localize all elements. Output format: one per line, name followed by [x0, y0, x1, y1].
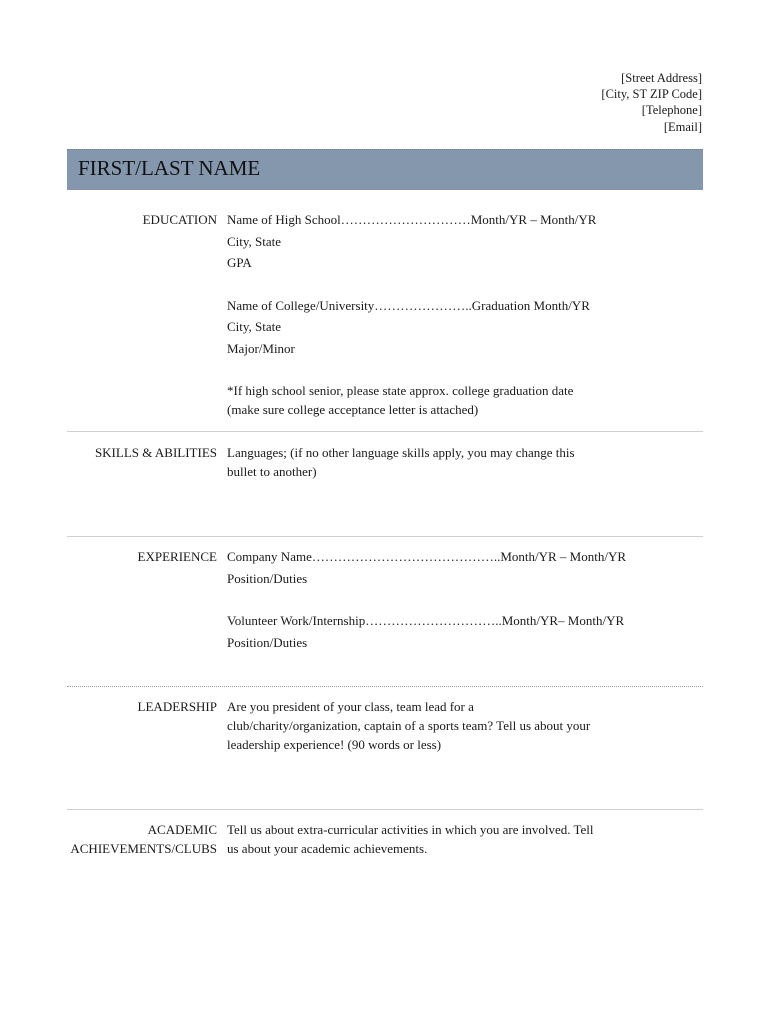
- college-city: City, State: [227, 319, 282, 334]
- name-banner: [67, 149, 703, 190]
- college-major: Major/Minor: [227, 341, 295, 356]
- contact-block: [601, 70, 702, 135]
- company-line: Company Name……………………………………..Month/YR – Month/YR: [227, 549, 627, 564]
- experience-label: EXPERIENCE: [137, 549, 217, 564]
- volunteer-duties: Position/Duties: [227, 635, 308, 650]
- applicant-name: FIRST/LAST NAME: [78, 156, 261, 180]
- section-divider: [67, 431, 703, 432]
- academic-line: Tell us about extra-curricular activities in which you are involved. Tell: [227, 822, 594, 837]
- high-school-line: Name of High School…………………………Month/YR – Month/YR: [227, 212, 597, 227]
- high-school-city: City, State: [227, 234, 282, 249]
- telephone: [Telephone]: [641, 103, 702, 118]
- leadership-line-2: club/charity/organization, captain of a sports team? Tell us about your: [227, 718, 591, 733]
- high-school-gpa: GPA: [227, 255, 252, 270]
- education-note: *If high school senior, please state approx. college graduation date: [227, 383, 574, 398]
- section-divider: [67, 809, 703, 810]
- leadership-label: LEADERSHIP: [137, 699, 217, 714]
- skills-label: SKILLS & ABILITIES: [94, 445, 217, 460]
- leadership-line-3: leadership experience! (90 words or less): [227, 737, 442, 752]
- street-address: [Street Address]: [621, 71, 702, 85]
- email: [Email]: [663, 119, 702, 134]
- city-state-zip: [City, ST ZIP Code]: [601, 87, 702, 102]
- company-duties: Position/Duties: [227, 571, 308, 586]
- section-divider: [67, 686, 703, 687]
- education-note-2: (make sure college acceptance letter is attached): [227, 402, 479, 417]
- education-label: EDUCATION: [142, 212, 217, 227]
- section-divider: [67, 536, 703, 537]
- leadership-line: Are you president of your class, team lead for a: [227, 699, 474, 714]
- skills-line-2: bullet to another): [227, 464, 317, 479]
- academic-label: ACADEMIC: [147, 822, 217, 837]
- academic-line-2: us about your academic achievements.: [227, 841, 428, 856]
- academic-label-2: ACHIEVEMENTS/CLUBS: [70, 841, 217, 856]
- volunteer-line: Volunteer Work/Internship…………………………..Month/YR– Month/YR: [227, 613, 625, 628]
- college-line: Name of College/University…………………..Graduation Month/YR: [227, 298, 590, 313]
- skills-line: Languages; (if no other language skills apply, you may change this: [227, 445, 575, 460]
